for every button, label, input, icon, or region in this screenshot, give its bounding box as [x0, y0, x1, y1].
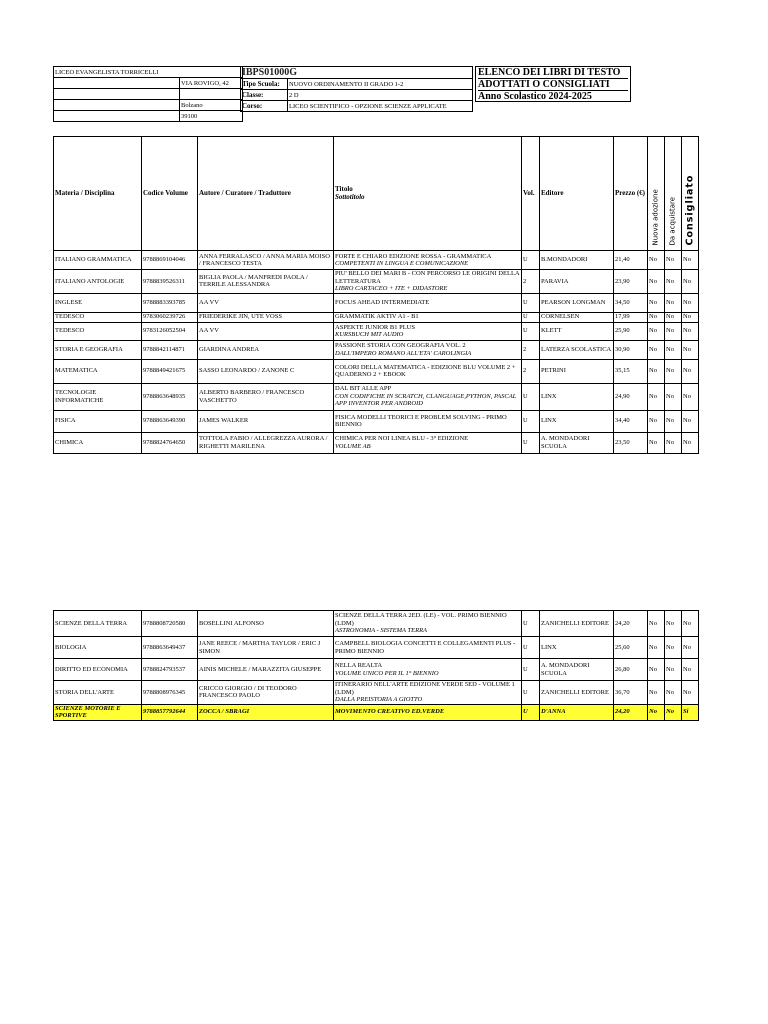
- book-title: CHIMICA PER NOI LINEA BLU - 3° EDIZIONE: [335, 435, 469, 442]
- book-title: PIU' BELLO DEI MARI B - CON PERCORSO LE ORIGINI DELLA LETTERATURA: [335, 270, 520, 285]
- book-subtitle: COMPETENTI IN LINGUA E COMUNICAZIONE: [335, 260, 469, 267]
- cell-nuova-adozione: No: [648, 659, 665, 681]
- cell-da-acquistare: No: [665, 270, 682, 294]
- cell-editore: PEARSON LONGMAN: [540, 293, 614, 312]
- cell-materia: INGLESE: [54, 293, 142, 312]
- cell-autore: ZOCCA / SBRAGI: [198, 704, 334, 720]
- book-title: SCIENZE DELLA TERRA 2ED. (LE) - VOL. PRIMO BIENNIO (LDM): [335, 612, 507, 627]
- cell-autore: GIARDINA ANDREA: [198, 340, 334, 359]
- book-subtitle: CON CODIFICHE IN SCRATCH, CLANGUAGE,PYTHON, PASCAL APP INVENTOR PER ANDROID: [335, 392, 517, 408]
- cell-nuova-adozione: No: [648, 322, 665, 340]
- school-name: LICEO EVANGELISTA TORRICELLI: [54, 67, 243, 78]
- cell-codice: 9788849421675: [142, 359, 198, 383]
- school-address: VIA ROVIGO, 42: [180, 78, 243, 89]
- cell-da-acquistare: No: [665, 410, 682, 432]
- cell-prezzo: 17,99: [614, 312, 648, 322]
- cell-autore: JANE REECE / MARTHA TAYLOR / ERIC J SIMON: [198, 637, 334, 659]
- header-nuova-adozione: [648, 137, 665, 251]
- tipo-label: Tipo Scuola:: [241, 79, 288, 90]
- cell-titolo: [334, 251, 522, 270]
- cell-nuova-adozione: No: [648, 359, 665, 383]
- cell-materia: MATEMATICA: [54, 359, 142, 383]
- cell-da-acquistare: No: [665, 359, 682, 383]
- cell-materia: FISICA: [54, 410, 142, 432]
- table-row: [54, 383, 699, 410]
- cell-da-acquistare: No: [665, 432, 682, 453]
- table-row: [54, 251, 699, 270]
- cell-nuova-adozione: No: [648, 312, 665, 322]
- cell-editore: PARAVIA: [540, 270, 614, 294]
- cell-editore: D'ANNA: [540, 704, 614, 720]
- book-subtitle: ASTRONOMIA - SISTEMA TERRA: [335, 627, 428, 635]
- cell-consigliato: Si: [682, 704, 699, 720]
- cell-vol: U: [522, 322, 540, 340]
- cell-titolo: [334, 359, 522, 383]
- cell-editore: CORNELSEN: [540, 312, 614, 322]
- cell-vol: 2: [522, 270, 540, 294]
- cell-autore: SASSO LEONARDO / ZANONE C: [198, 359, 334, 383]
- cell-nuova-adozione: No: [648, 383, 665, 410]
- cell-vol: 2: [522, 340, 540, 359]
- table-row: [54, 637, 699, 659]
- cell-prezzo: 24,90: [614, 383, 648, 410]
- cell-consigliato: No: [682, 611, 699, 637]
- cell-nuova-adozione: No: [648, 270, 665, 294]
- table-row: [54, 322, 699, 340]
- cell-codice: 9788863649390: [142, 410, 198, 432]
- cell-nuova-adozione: No: [648, 251, 665, 270]
- cell-vol: U: [522, 293, 540, 312]
- cell-materia: TEDESCO: [54, 322, 142, 340]
- cell-da-acquistare: No: [665, 383, 682, 410]
- cell-vol: U: [522, 432, 540, 453]
- cell-consigliato: No: [682, 659, 699, 681]
- cell-vol: U: [522, 704, 540, 720]
- cell-titolo: [334, 659, 522, 681]
- school-cap: 39100: [180, 111, 243, 122]
- book-subtitle: VOLUME AB: [335, 442, 371, 450]
- cell-nuova-adozione: No: [648, 293, 665, 312]
- cell-consigliato: No: [682, 312, 699, 322]
- cell-titolo: [334, 704, 522, 720]
- cell-materia: ITALIANO ANTOLOGIE: [54, 270, 142, 294]
- cell-codice: 9783126052504: [142, 322, 198, 340]
- book-subtitle: KURSBUCH MIT AUDIO: [335, 331, 404, 338]
- book-title: CAMPBELL BIOLOGIA CONCETTI E COLLEGAMENTI PLUS - PRIMO BIENNIO: [335, 640, 516, 655]
- cell-editore: KLETT: [540, 322, 614, 340]
- cell-prezzo: 35,15: [614, 359, 648, 383]
- cell-autore: TOTTOLA FABIO / ALLEGREZZA AURORA / RIGHETTI MARILENA: [198, 432, 334, 453]
- book-subtitle: LIBRO CARTACEO + ITE + DIDASTORE: [335, 285, 448, 292]
- cell-codice: 9788863649437: [142, 637, 198, 659]
- cell-consigliato: No: [682, 359, 699, 383]
- cell-nuova-adozione: No: [648, 681, 665, 705]
- header-da-acquistare: [665, 137, 682, 251]
- cell-prezzo: 21,40: [614, 251, 648, 270]
- book-title: DAL BIT ALLE APP: [335, 385, 392, 393]
- cell-codice: 9788839526311: [142, 270, 198, 294]
- book-subtitle: DALLA PREISTORIA A GIOTTO: [335, 696, 423, 703]
- cell-autore: AINIS MICHELE / MARAZZITA GIUSEPPE: [198, 659, 334, 681]
- classe-value: 2 D: [288, 90, 473, 101]
- cell-titolo: [334, 383, 522, 410]
- cell-autore: CRICCO GIORGIO / DI TEODORO FRANCESCO PAOLO: [198, 681, 334, 705]
- book-title: FORTE E CHIARO EDIZIONE ROSSA - GRAMMATICA: [335, 252, 492, 260]
- cell-consigliato: No: [682, 681, 699, 705]
- cell-vol: U: [522, 681, 540, 705]
- book-title: GRAMMATIK AKTIV A1 - B1: [335, 313, 419, 321]
- cell-materia: CHIMICA: [54, 432, 142, 453]
- header-materia: Materia / Disciplina: [54, 137, 142, 251]
- cell-nuova-adozione: No: [648, 611, 665, 637]
- book-subtitle: VOLUME UNICO PER IL 1° BIENNIO: [335, 669, 439, 677]
- cell-prezzo: 25,90: [614, 322, 648, 340]
- cell-nuova-adozione: No: [648, 340, 665, 359]
- cell-titolo: [334, 681, 522, 705]
- cell-da-acquistare: No: [665, 293, 682, 312]
- cell-prezzo: 34,40: [614, 410, 648, 432]
- cell-prezzo: 34,50: [614, 293, 648, 312]
- cell-codice: 9788824793537: [142, 659, 198, 681]
- header-titolo-label: Titolo: [335, 185, 353, 193]
- cell-consigliato: No: [682, 251, 699, 270]
- cell-autore: ANNA FERRALASCO / ANNA MARIA MOISO / FRANCESCO TESTA: [198, 251, 334, 270]
- cell-autore: JAMES WALKER: [198, 410, 334, 432]
- cell-vol: U: [522, 410, 540, 432]
- cell-prezzo: 24,20: [614, 704, 648, 720]
- header-titolo: [334, 137, 522, 251]
- cell-codice: 9788808976345: [142, 681, 198, 705]
- title-line-1: ELENCO DEI LIBRI DI TESTO: [478, 67, 628, 79]
- book-title: ASPEKTE JUNIOR B1 PLUS: [335, 323, 415, 331]
- title-line-3: Anno Scolastico 2024-2025: [478, 91, 592, 102]
- header-codice: Codice Volume: [142, 137, 198, 251]
- book-title: MOVIMENTO CREATIVO ED.VERDE: [335, 708, 445, 716]
- header-acquistare-label: Da acquistare: [668, 196, 677, 246]
- book-title: NELLA REALTA: [335, 662, 383, 669]
- book-subtitle: DALL'IMPERO ROMANO ALL'ETA' CAROLINGIA: [335, 349, 472, 357]
- cell-nuova-adozione: No: [648, 637, 665, 659]
- cell-autore: ALBERTO BARBERO / FRANCESCO VASCHETTO: [198, 383, 334, 410]
- school-info-table: [53, 66, 243, 122]
- cell-vol: U: [522, 312, 540, 322]
- cell-prezzo: 23,90: [614, 270, 648, 294]
- header-editore: Editore: [540, 137, 614, 251]
- classe-label: Classe:: [241, 90, 288, 101]
- cell-codice: 9783060239726: [142, 312, 198, 322]
- cell-da-acquistare: No: [665, 322, 682, 340]
- corso-value: LICEO SCIENTIFICO - OPZIONE SCIENZE APPLICATE: [288, 101, 473, 112]
- cell-prezzo: 23,50: [614, 432, 648, 453]
- cell-codice: 9788869104046: [142, 251, 198, 270]
- cell-editore: PETRINI: [540, 359, 614, 383]
- cell-titolo: [334, 432, 522, 453]
- book-title: FISICA MODELLI TEORICI E PROBLEM SOLVING - PRIMO BIENNIO: [335, 413, 507, 428]
- cell-autore: BOSELLINI ALFONSO: [198, 611, 334, 637]
- cell-nuova-adozione: No: [648, 410, 665, 432]
- books-table-2: [53, 610, 699, 721]
- cell-codice: 9788863648935: [142, 383, 198, 410]
- cell-materia: TECNOLOGIE INFORMATICHE: [54, 383, 142, 410]
- cell-autore: AA VV: [198, 293, 334, 312]
- cell-titolo: [334, 322, 522, 340]
- cell-nuova-adozione: No: [648, 432, 665, 453]
- cell-editore: A. MONDADORI SCUOLA: [540, 659, 614, 681]
- table-row: [54, 359, 699, 383]
- cell-codice: 9788883393785: [142, 293, 198, 312]
- cell-codice: 9788842114871: [142, 340, 198, 359]
- table-row: [54, 704, 699, 720]
- table-row: [54, 681, 699, 705]
- title-line-2: ADOTTATI O CONSIGLIATI: [478, 79, 628, 91]
- cell-da-acquistare: No: [665, 637, 682, 659]
- cell-editore: LINX: [540, 637, 614, 659]
- cell-prezzo: 30,90: [614, 340, 648, 359]
- cell-da-acquistare: No: [665, 251, 682, 270]
- cell-autore: FRIEDERIKE JIN, UTE VOSS: [198, 312, 334, 322]
- cell-consigliato: No: [682, 322, 699, 340]
- cell-titolo: [334, 340, 522, 359]
- school-city: Bolzano: [180, 100, 243, 111]
- cell-da-acquistare: No: [665, 340, 682, 359]
- cell-consigliato: No: [682, 432, 699, 453]
- cell-vol: U: [522, 383, 540, 410]
- table-row: [54, 340, 699, 359]
- cell-codice: 9788824764650: [142, 432, 198, 453]
- cell-prezzo: 26,80: [614, 659, 648, 681]
- book-title: FOCUS AHEAD INTERMEDIATE: [335, 298, 430, 306]
- book-title: ITINERARIO NELL'ARTE EDIZIONE VERDE 5ED - VOLUME 1 (LDM): [335, 681, 515, 696]
- cell-da-acquistare: No: [665, 704, 682, 720]
- cell-materia: STORIA E GEOGRAFIA: [54, 340, 142, 359]
- cell-vol: U: [522, 637, 540, 659]
- cell-vol: U: [522, 611, 540, 637]
- cell-consigliato: No: [682, 270, 699, 294]
- cell-consigliato: No: [682, 383, 699, 410]
- cell-vol: U: [522, 659, 540, 681]
- header-vol: Vol.: [522, 137, 540, 251]
- cell-autore: AA VV: [198, 322, 334, 340]
- cell-consigliato: No: [682, 340, 699, 359]
- cell-vol: 2: [522, 359, 540, 383]
- cell-materia: TEDESCO: [54, 312, 142, 322]
- document-title: [475, 66, 631, 102]
- table-row: [54, 432, 699, 453]
- books-table-1: [53, 136, 699, 454]
- cell-materia: DIRITTO ED ECONOMIA: [54, 659, 142, 681]
- cell-codice: 9788808720580: [142, 611, 198, 637]
- table-row: [54, 659, 699, 681]
- cell-editore: ZANICHELLI EDITORE: [540, 681, 614, 705]
- cell-titolo: [334, 312, 522, 322]
- cell-materia: STORIA DELL'ARTE: [54, 681, 142, 705]
- school-code: IBPS01000G: [241, 67, 473, 79]
- cell-consigliato: No: [682, 410, 699, 432]
- tipo-value: NUOVO ORDINAMENTO II GRADO 1-2: [288, 79, 473, 90]
- table-row: [54, 312, 699, 322]
- header-consigliato: [682, 137, 699, 251]
- cell-materia: SCIENZE DELLA TERRA: [54, 611, 142, 637]
- book-title: COLORI DELLA MATEMATICA - EDIZIONE BLU VOLUME 2 + QUADERNO 2 + EBOOK: [335, 363, 516, 378]
- cell-editore: LINX: [540, 410, 614, 432]
- table-row: [54, 270, 699, 294]
- header-autore: Autore / Curatore / Traduttore: [198, 137, 334, 251]
- cell-da-acquistare: No: [665, 659, 682, 681]
- cell-editore: LINX: [540, 383, 614, 410]
- cell-materia: BIOLOGIA: [54, 637, 142, 659]
- cell-titolo: [334, 293, 522, 312]
- header-prezzo: Prezzo (€): [614, 137, 648, 251]
- cell-da-acquistare: No: [665, 681, 682, 705]
- cell-prezzo: 25,60: [614, 637, 648, 659]
- cell-titolo: [334, 270, 522, 294]
- table-row: [54, 611, 699, 637]
- cell-titolo: [334, 637, 522, 659]
- cell-editore: LATERZA SCOLASTICA: [540, 340, 614, 359]
- cell-da-acquistare: No: [665, 312, 682, 322]
- cell-da-acquistare: No: [665, 611, 682, 637]
- header-sottotitolo-label: Sottotitolo: [335, 192, 365, 201]
- table-row: [54, 293, 699, 312]
- cell-consigliato: No: [682, 293, 699, 312]
- cell-consigliato: No: [682, 637, 699, 659]
- cell-titolo: [334, 410, 522, 432]
- header-nuova-label: Nuova adozione: [651, 189, 660, 246]
- cell-prezzo: 24,20: [614, 611, 648, 637]
- table-row: [54, 410, 699, 432]
- header-consigliato-label: Consigliato: [684, 174, 696, 246]
- cell-nuova-adozione: No: [648, 704, 665, 720]
- cell-codice: 9788857792644: [142, 704, 198, 720]
- cell-prezzo: 36,70: [614, 681, 648, 705]
- book-title: PASSIONE STORIA CON GEOGRAFIA VOL. 2: [335, 342, 466, 349]
- cell-materia: SCIENZE MOTORIE E SPORTIVE: [54, 704, 142, 720]
- cell-editore: B.MONDADORI: [540, 251, 614, 270]
- cell-vol: U: [522, 251, 540, 270]
- cell-editore: A. MONDADORI SCUOLA: [540, 432, 614, 453]
- cell-materia: ITALIANO GRAMMATICA: [54, 251, 142, 270]
- cell-editore: ZANICHELLI EDITORE: [540, 611, 614, 637]
- cell-autore: BIGLIA PAOLA / MANFREDI PAOLA / TERRILE ALESSANDRA: [198, 270, 334, 294]
- corso-label: Corso:: [241, 101, 288, 112]
- cell-titolo: [334, 611, 522, 637]
- class-info-table: [240, 66, 473, 112]
